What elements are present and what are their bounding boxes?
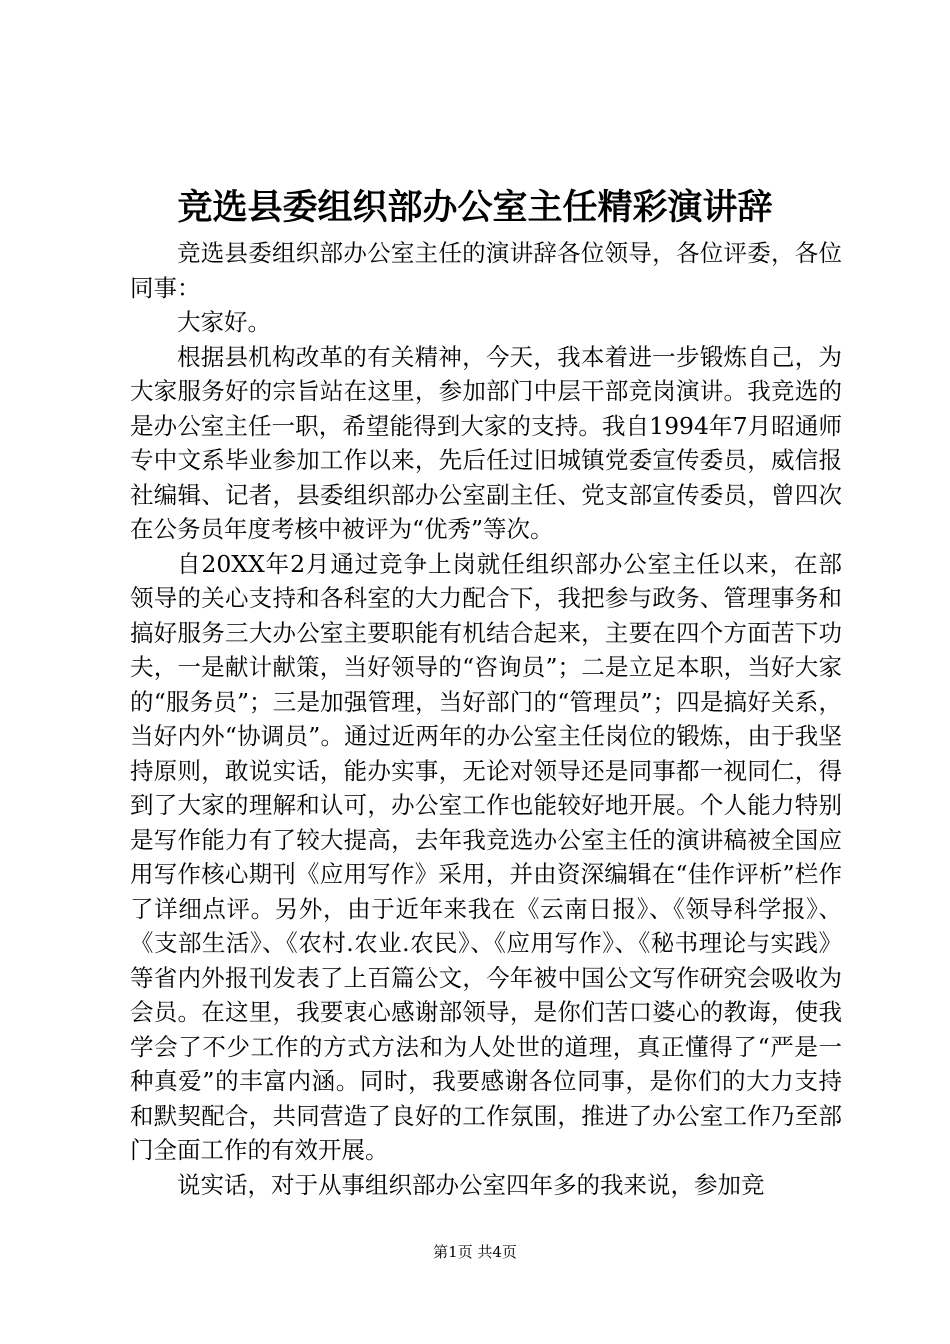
- paragraph: 说实话，对于从事组织部办公室四年多的我来说，参加竞: [177, 1170, 765, 1199]
- paragraph: 根据县机构改革的有关精神，今天，我本着进一步锻炼自己，为大家服务好的宗旨站在这里，参加部门中层干部竞岗演讲。我竞选的是办公室主任一职，希望能得到大家的支持。我自1994年7月昭通师专中文系毕业参加工作以来，先后任过旧城镇党委宣传委员，威信报社编辑、记者，县委组织部办公室副主任、党支部宣传委员，曾四次在公务员年度考核中被评为“优秀”等次。: [130, 342, 842, 543]
- page-number-footer: 第1页 共4页: [433, 1243, 517, 1261]
- paragraph: 大家好。: [177, 308, 271, 336]
- paragraph: 自20XX年2月通过竞争上岗就任组织部办公室主任以来，在部领导的关心支持和各科室的大力配合下，我把参与政务、管理事务和搞好服务三大办公室主要职能有机结合起来，主要在四个方面苦下功夫，一是献计献策，当好领导的“咨询员”；二是立足本职，当好大家的“服务员”；三是加强管理，当好部门的“管理员”；四是搞好关系，当好内外“协调员”。通过近两年的办公室主任岗位的锻炼，由于我坚持原则，敢说实话，能办实事，无论对领导还是同事都一视同仁，得到了大家的理解和认可，办公室工作也能较好地开展。个人能力特别是写作能力有了较大提高，去年我竞选办公室主任的演讲稿被全国应用写作核心期刊《应用写作》采用，并由资深编辑在“佳作评析”栏作了详细点评。另外，由于近年来我在《云南日报》、《领导科学报》、《支部生活》、《农村.农业.农民》、《应用写作》、《秘书理论与实践》等省内外报刊发表了上百篇公文，今年被中国公文写作研究会吸收为会员。在这里，我要衷心感谢部领导，是你们苦口婆心的教诲，使我学会了不少工作的方式方法和为人处世的道理，真正懂得了“严是一种真爱”的丰富内涵。同时，我要感谢各位同事，是你们的大力支持和默契配合，共同营造了良好的工作氛围，推进了办公室工作乃至部门全面工作的有效开展。: [130, 549, 842, 1164]
- paragraph: 竞选县委组织部办公室主任的演讲辞各位领导，各位评委，各位同事：: [130, 239, 842, 302]
- document-body: [130, 236, 842, 1202]
- document-title: 竞选县委组织部办公室主任精彩演讲辞: [177, 187, 773, 228]
